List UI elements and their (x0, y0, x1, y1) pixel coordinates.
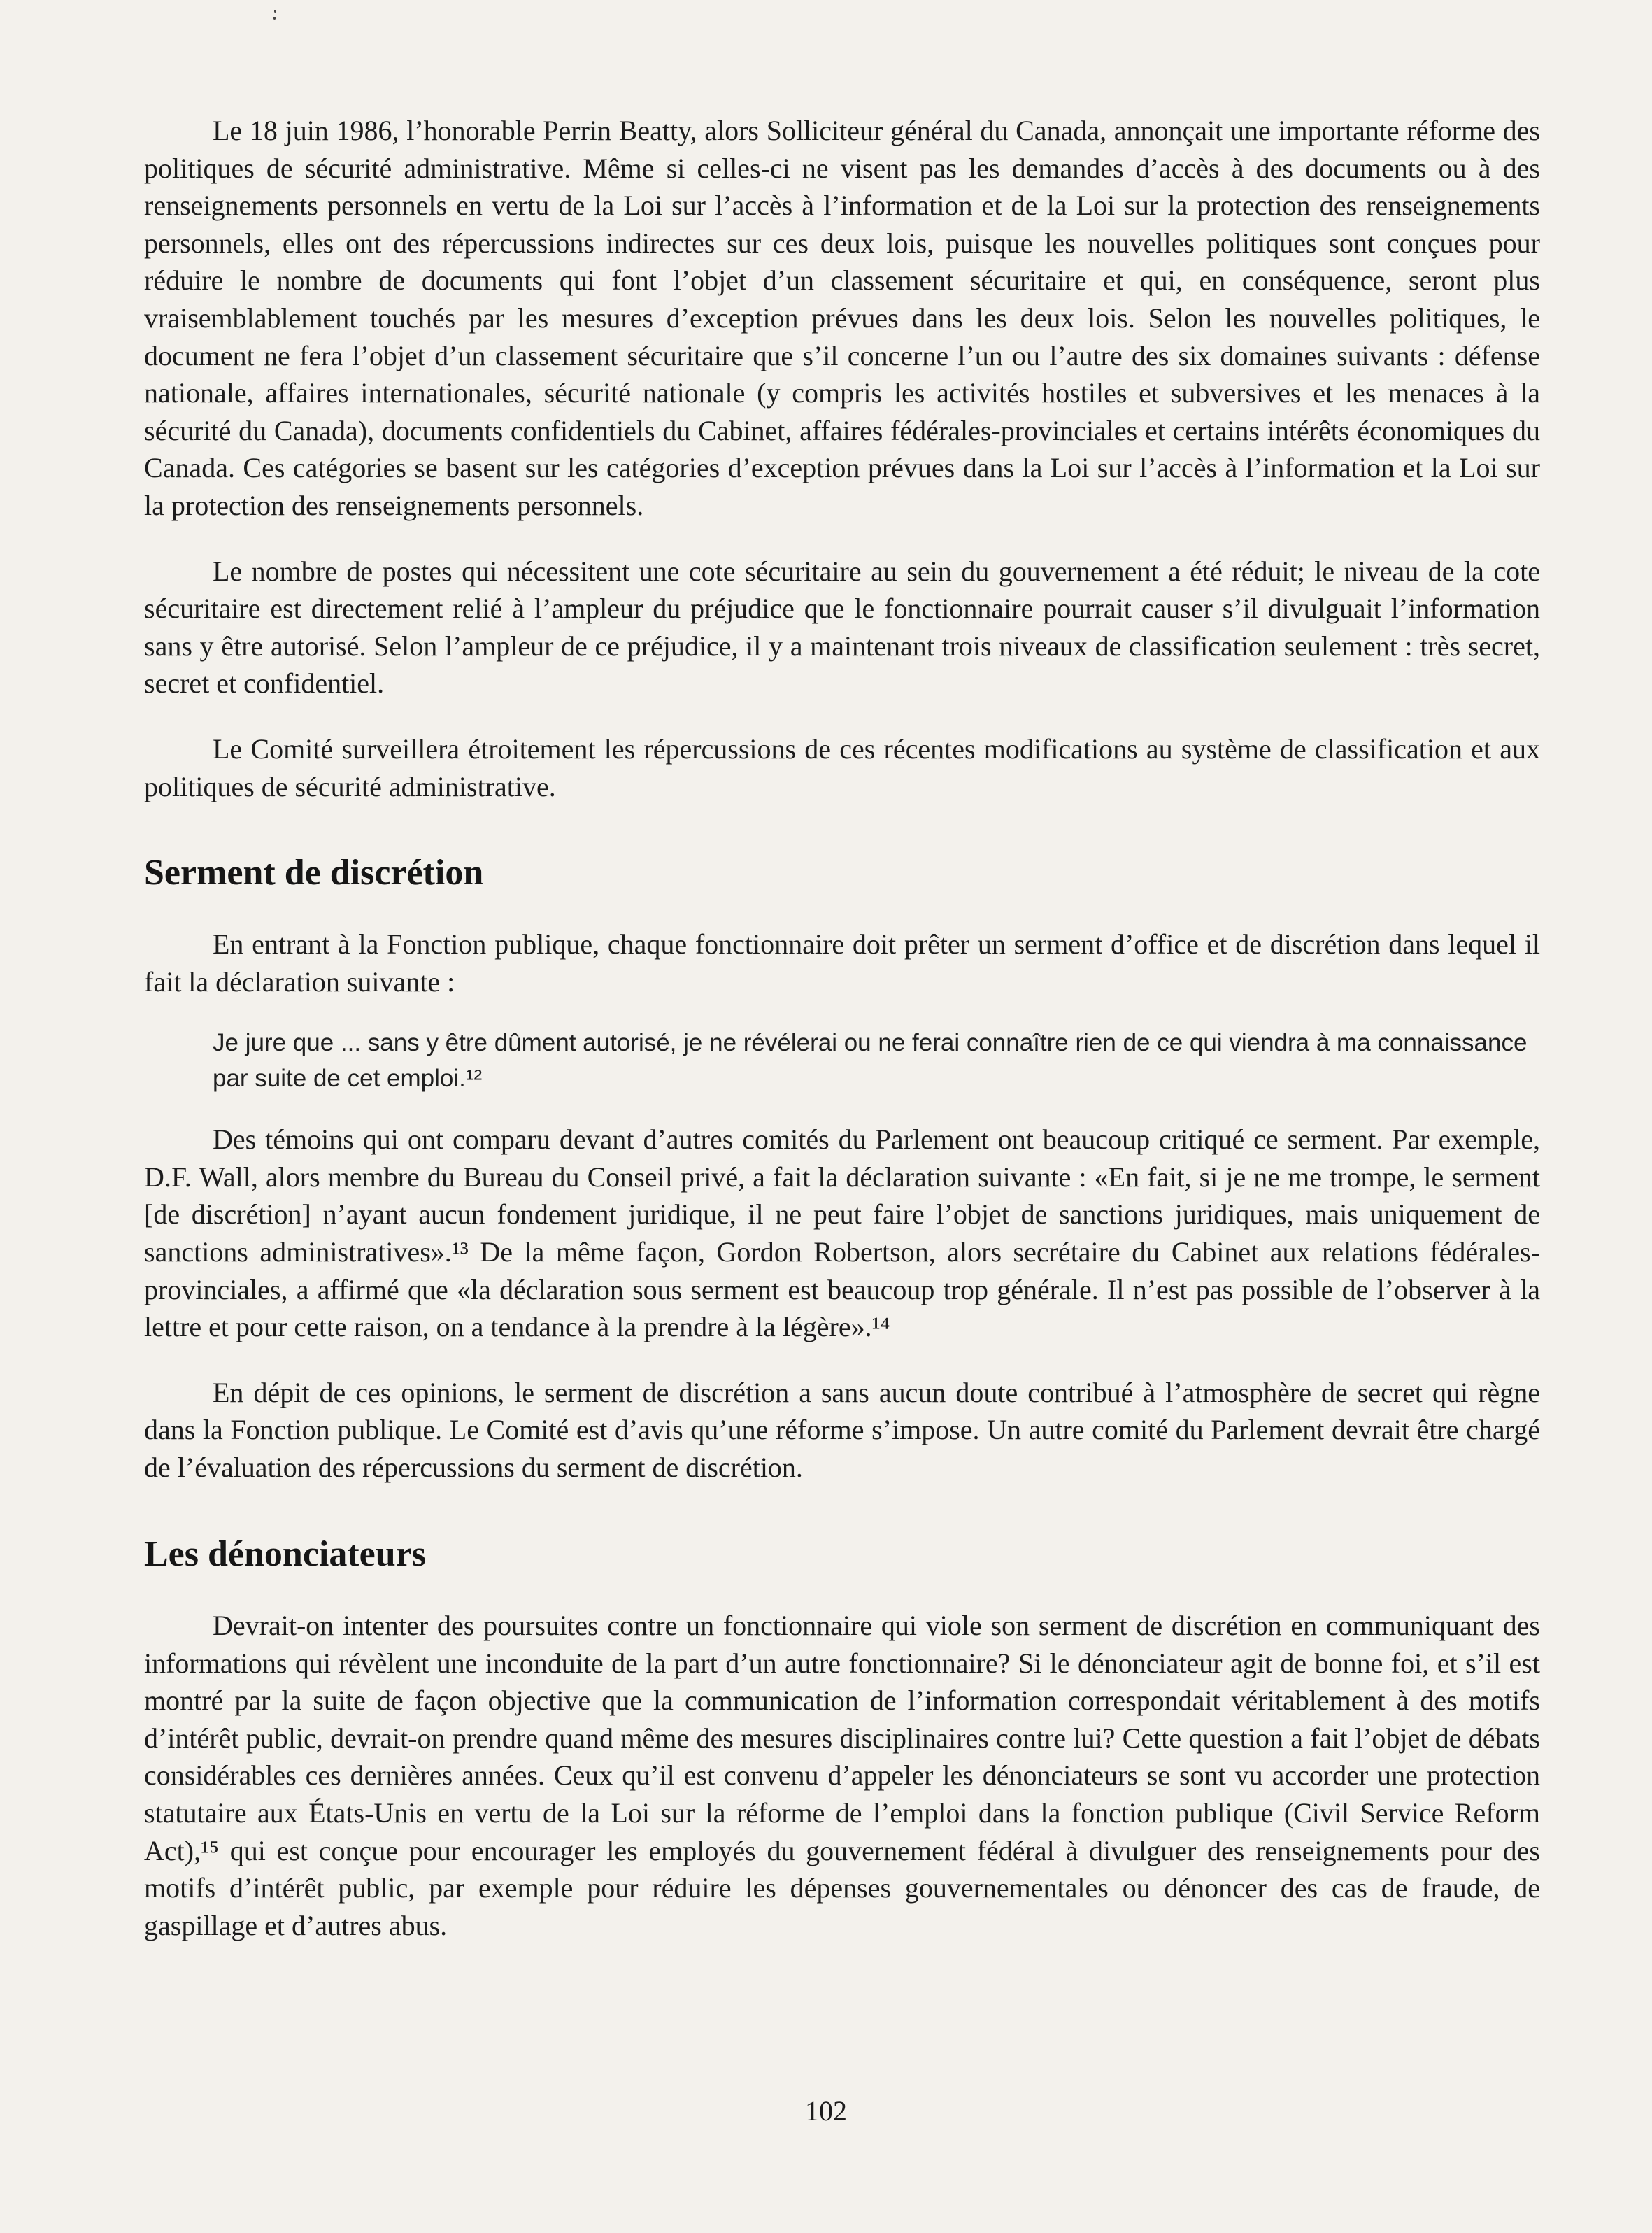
oath-quote (213, 1025, 1540, 1098)
paragraph-oath-criticism: Des témoins qui ont comparu devant d’autres comités du Parlement ont beaucoup critiqué ce serment. Par exemple, D.F. Wall, alors membre du Bureau du Conseil privé, a fait la déclaration suivante : «En fait, si je ne me trompe, le serment [de discrétion] n’ayant aucun fondement juridique, il ne peut faire l’objet de sanctions juridiques, mais uniquement de sanctions administratives».¹³ De la même façon, Gordon Robertson, alors secrétaire du Cabinet aux relations fédérales-provinciales, a affirmé que «la déclaration sous serment est beaucoup trop générale. Il n’est pas possible de l’observer à la lettre et pour cette raison, on a tendance à la prendre à la légère».¹⁴ (144, 1123, 1540, 1343)
paragraph-oath-intro: En entrant à la Fonction publique, chaque fonctionnaire doit prêter un serment d’office et de discrétion dans lequel il fait la déclaration suivante : (144, 928, 1540, 998)
paragraph-committee-monitoring: Le Comité surveillera étroitement les répercussions de ces récentes modifications au système de classification et aux politiques de sécurité administrative. (144, 732, 1540, 802)
paragraph-security-levels: Le nombre de postes qui nécessitent une cote sécuritaire au sein du gouvernement a été réduit; le niveau de la cote sécuritaire est directement relié à l’ampleur du préjudice que le fonctionnaire pourrait causer s’il divulguait l’information sans y être autorisé. Selon l’ampleur de ce préjudice, il y a maintenant trois niveaux de classification seulement : très secret, secret et confidentiel. (144, 555, 1540, 700)
page-number: 102 (805, 2095, 847, 2127)
oath-quote-text: Je jure que ... sans y être dûment autorisé, je ne révélerai ou ne ferai connaître rien de ce qui viendra à ma connaissance par suite de cet emploi.¹² (213, 1028, 1528, 1093)
section-heading-oath: Serment de discrétion (144, 853, 484, 893)
scan-speck (273, 10, 277, 22)
paragraph-whistleblowers: Devrait-on intenter des poursuites contre un fonctionnaire qui viole son serment de discrétion en communiquant des informations qui révèlent une inconduite de la part d’un autre fonctionnaire? Si le dénonciateur agit de bonne foi, et s’il est montré par la suite de façon objective que la communication de l’information correspondait véritablement à des motifs d’intérêt public, devrait-on prendre quand même des mesures disciplinaires contre lui? Cette question a fait l’objet de débats considérables ces dernières années. Ceux qu’il est convenu d’appeler les dénonciateurs se sont vu accorder une protection statutaire aux États-Unis en vertu de la Loi sur la réforme de l’emploi dans la fonction publique (Civil Service Reform Act),¹⁵ qui est conçue pour encourager les employés du gouvernement fédéral à divulguer des renseignements pour des motifs d’intérêt public, par exemple pour réduire les dépenses gouvernementales ou dénoncer des cas de fraude, de gaspillage et d’autres abus. (144, 1610, 1540, 1941)
paragraph-oath-reform: En dépit de ces opinions, le serment de discrétion a sans aucun doute contribué à l’atmosphère de secret qui règne dans la Fonction publique. Le Comité est d’avis qu’une réforme s’impose. Un autre comité du Parlement devrait être chargé de l’évaluation des répercussions du serment de discrétion. (144, 1376, 1540, 1484)
document-page (144, 112, 1540, 1944)
section-heading-whistleblowers: Les dénonciateurs (144, 1533, 426, 1574)
paragraph-intro: Le 18 juin 1986, l’honorable Perrin Beatty, alors Solliciteur général du Canada, annonçait une importante réforme des politiques de sécurité administrative. Même si celles-ci ne visent pas les demandes d’accès à des documents ou à des renseignements personnels en vertu de la Loi sur l’accès à l’information et de la Loi sur la protection des renseignements personnels, elles ont des répercussions indirectes sur ces deux lois, puisque les nouvelles politiques sont conçues pour réduire le nombre de documents qui font l’objet d’un classement sécuritaire et qui, en conséquence, seront plus vraisemblablement touchés par les mesures d’exception prévues dans les deux lois. Selon les nouvelles politiques, le document ne fera l’objet d’un classement sécuritaire que s’il concerne l’un ou l’autre des six domaines suivants : défense nationale, affaires internationales, sécurité nationale (y compris les activités hostiles et subversives et les menaces à la sécurité du Canada), documents confidentiels du Cabinet, affaires fédérales-provinciales et certains intérêts économiques du Canada. Ces catégories se basent sur les catégories d’exception prévues dans la Loi sur l’accès à l’information et la Loi sur la protection des renseignements personnels. (144, 115, 1540, 521)
